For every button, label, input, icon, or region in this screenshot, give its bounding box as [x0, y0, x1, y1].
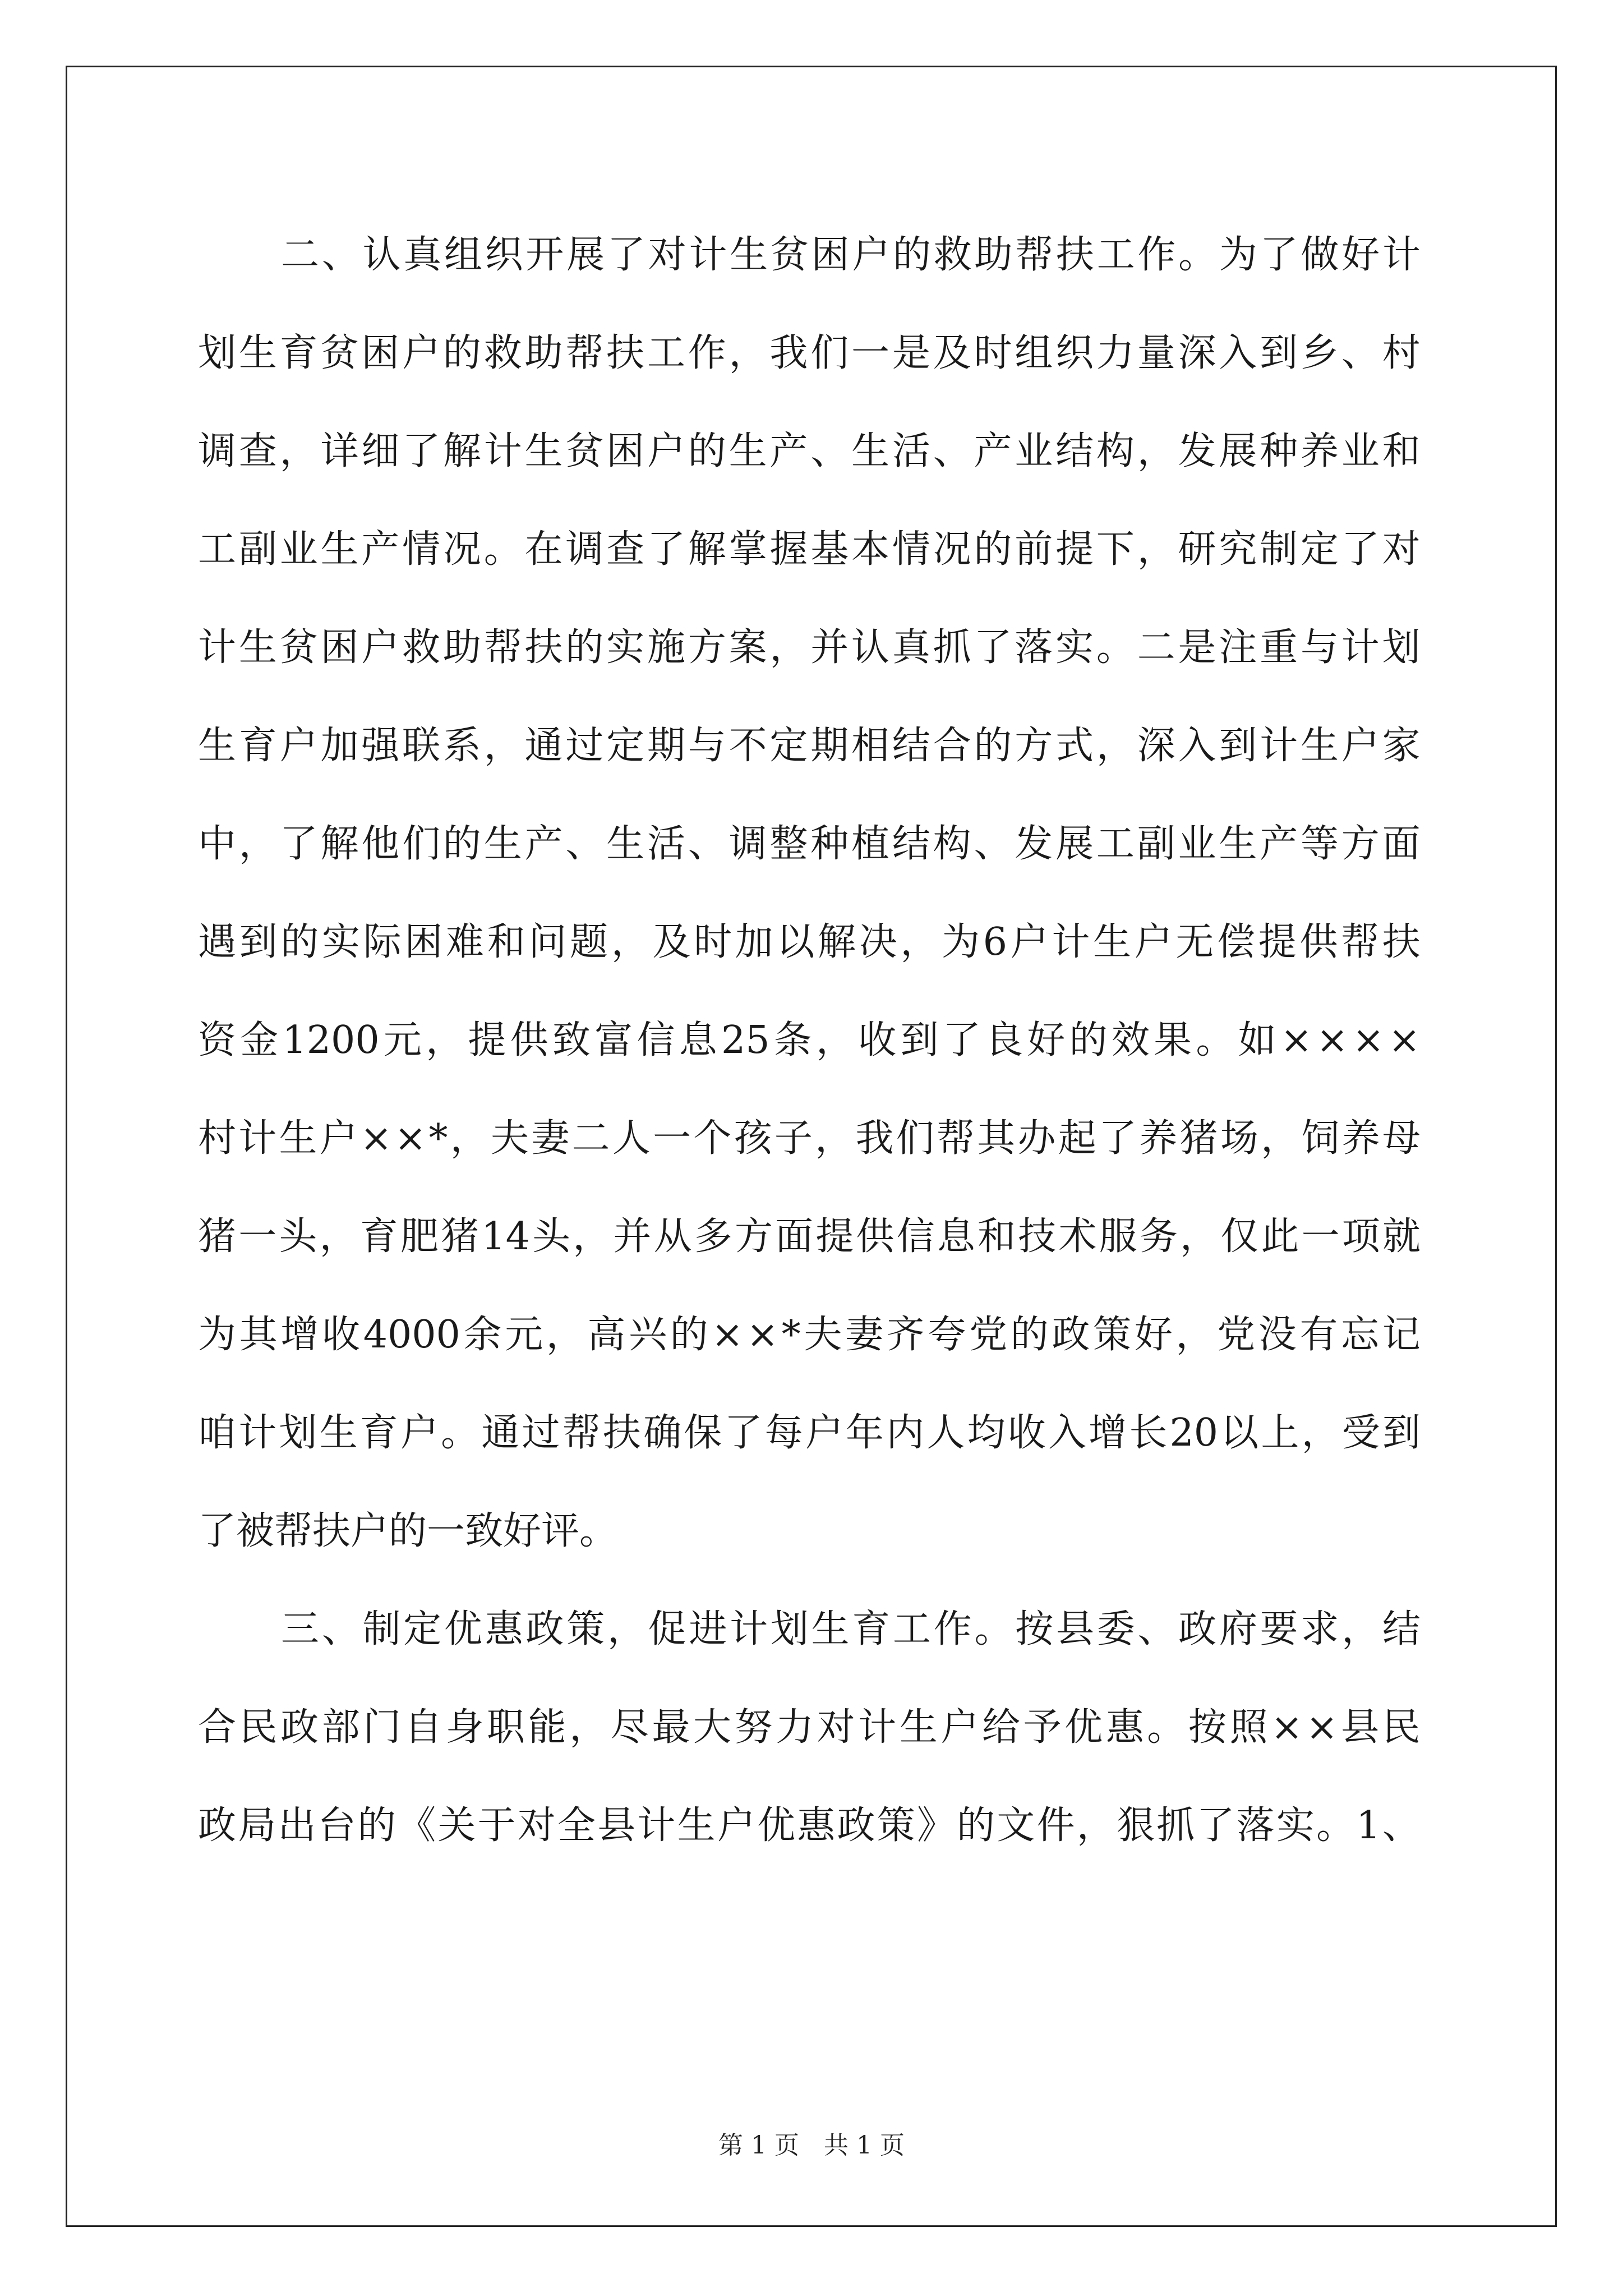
- paragraph-3-line-1: 三 、 制 定 优 惠 政 策 ， 促 进 计 划 生 育 工 作 。 按 县 委 、 政 府 要 求 ， 结: [281, 1607, 1421, 1651]
- paragraph-2-line-1: 二 、 认 真 组 织 开 展 了 对 计 生 贫 困 户 的 救 助 帮 扶 工 作 。 为 了 做 好 计: [281, 233, 1421, 277]
- paragraph-2-line-6: 生 育 户 加 强 联 系 ， 通 过 定 期 与 不 定 期 相 结 合 的 方 式 ， 深 入 到 计 生 户 家: [198, 724, 1421, 768]
- paragraph-2-line-4: 工 副 业 生 产 情 况 。 在 调 查 了 解 掌 握 基 本 情 况 的 前 提 下 ， 研 究 制 定 了 对: [198, 527, 1421, 572]
- paragraph-2-line-9: 资 金 1200 元 ， 提 供 致 富 信 息 25 条 ， 收 到 了 良 好 的 效 果 。 如 × × × ×: [198, 1018, 1421, 1062]
- paragraph-2-line-11: 猪 一 头 ， 育 肥 猪 14 头 ， 并 从 多 方 面 提 供 信 息 和 技 术 服 务 ， 仅 此 一 项 就: [198, 1214, 1421, 1259]
- paragraph-2-line-14: 了被帮扶户的一致好评。: [198, 1509, 618, 1553]
- paragraph-2-line-5: 计 生 贫 困 户 救 助 帮 扶 的 实 施 方 案 ， 并 认 真 抓 了 落 实 。 二 是 注 重 与 计 划: [198, 625, 1421, 670]
- paragraph-2-line-13: 咱 计 划 生 育 户 。 通 过 帮 扶 确 保 了 每 户 年 内 人 均 收 入 增 长 20 以 上 ， 受 到: [198, 1411, 1421, 1455]
- paragraph-2-line-8: 遇 到 的 实 际 困 难 和 问 题 ， 及 时 加 以 解 决 ， 为 6 户 计 生 户 无 偿 提 供 帮 扶: [198, 920, 1421, 964]
- paragraph-2-line-3: 调 查 ， 详 细 了 解 计 生 贫 困 户 的 生 产 、 生 活 、 产 业 结 构 ， 发 展 种 养 业 和: [198, 429, 1421, 473]
- paragraph-3-line-2: 合 民 政 部 门 自 身 职 能 ， 尽 最 大 努 力 对 计 生 户 给 予 优 惠 。 按 照 × × 县 民: [198, 1705, 1421, 1750]
- page-number-footer: 第 1 页 共 1 页: [718, 2131, 905, 2160]
- paragraph-2-line-10: 村 计 生 户 × × * ， 夫 妻 二 人 一 个 孩 子 ， 我 们 帮 其 办 起 了 养 猪 场 ， 饲 养 母: [198, 1116, 1421, 1161]
- paragraph-3-line-3: 政 局 出 台 的 《 关 于 对 全 县 计 生 户 优 惠 政 策 》 的 文 件 ， 狠 抓 了 落 实 。 1 、: [198, 1803, 1421, 1848]
- paragraph-2-line-7: 中 ， 了 解 他 们 的 生 产 、 生 活 、 调 整 种 植 结 构 、 发 展 工 副 业 生 产 等 方 面: [198, 822, 1421, 866]
- paragraph-2-line-12: 为 其 增 收 4000 余 元 ， 高 兴 的 × × * 夫 妻 齐 夸 党 的 政 策 好 ， 党 没 有 忘 记: [198, 1313, 1421, 1357]
- paragraph-2-line-2: 划 生 育 贫 困 户 的 救 助 帮 扶 工 作 ， 我 们 一 是 及 时 组 织 力 量 深 入 到 乡 、 村: [198, 331, 1421, 375]
